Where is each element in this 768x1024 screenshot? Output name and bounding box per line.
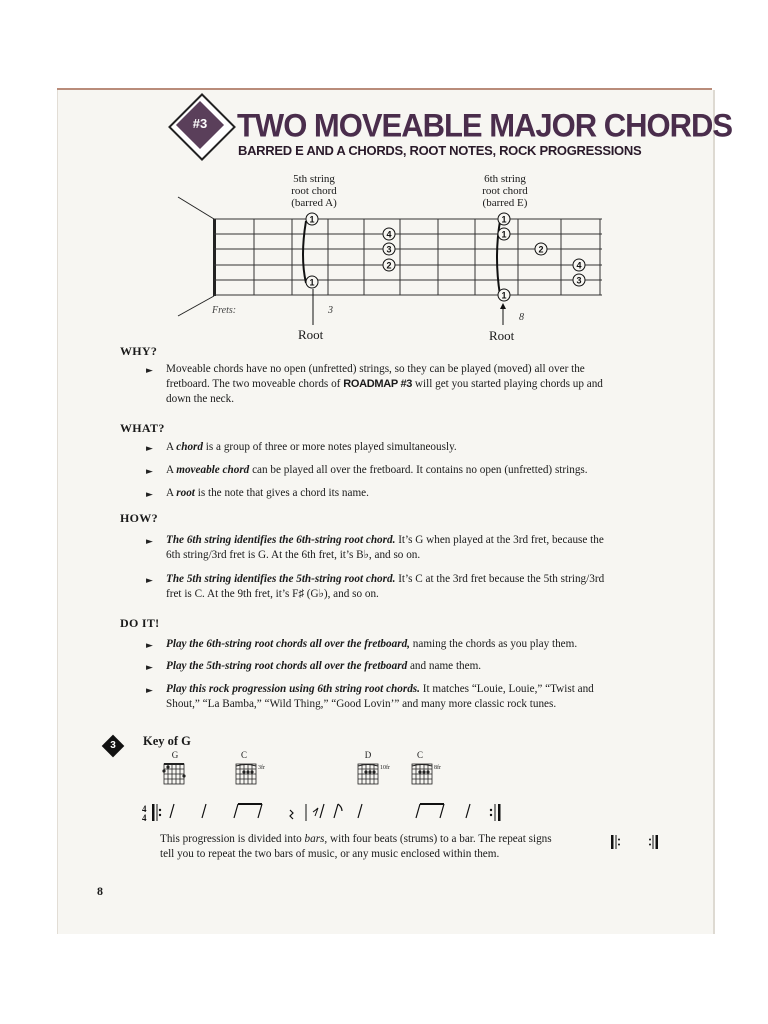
chord-name-d: D bbox=[364, 750, 372, 760]
finger-number: 3 bbox=[576, 275, 582, 286]
text: naming the chords as you play them. bbox=[409, 638, 578, 650]
doit-progression-paragraph bbox=[166, 682, 618, 712]
chord-name-g: G bbox=[171, 750, 179, 760]
doit-5th-paragraph bbox=[166, 659, 618, 674]
chord-fret-label: 8fr bbox=[434, 765, 441, 771]
why-paragraph bbox=[166, 362, 618, 407]
caption-line: 6th string bbox=[484, 173, 526, 185]
bullet-icon: ► bbox=[146, 467, 153, 477]
example-number: 3 bbox=[110, 740, 116, 751]
svg-text:4: 4 bbox=[142, 813, 147, 823]
root-label-right: Root bbox=[489, 328, 515, 343]
finger-number: 4 bbox=[386, 229, 392, 240]
roadmap-reference: ROADMAP #3 bbox=[343, 378, 413, 390]
finger-number: 1 bbox=[309, 277, 315, 288]
finger-dots bbox=[306, 213, 585, 301]
section-heading-do-it: DO IT! bbox=[120, 616, 160, 630]
text: Moveable chords have no open (unfretted) strings, so they can be played (moved) all over the fretboard. The two moveable chords of bbox=[166, 363, 585, 390]
bullet-icon: ► bbox=[146, 366, 153, 376]
finger-number: 2 bbox=[538, 244, 544, 255]
text: is the note that gives a chord its name. bbox=[194, 487, 369, 499]
bullet-icon: ► bbox=[146, 537, 153, 547]
section-heading-how: HOW? bbox=[120, 511, 158, 525]
finger-number: 1 bbox=[501, 229, 507, 240]
emphasis: The 6th string identifies the 6th-string root chord. bbox=[166, 534, 396, 546]
term: chord bbox=[176, 441, 203, 453]
bullet-icon: ► bbox=[146, 576, 153, 586]
term: root bbox=[176, 487, 195, 499]
finger-number: 1 bbox=[309, 214, 315, 225]
text: and name them. bbox=[407, 660, 482, 672]
emphasis: Play the 5th-string root chords all over the fretboard bbox=[166, 660, 408, 672]
text: with four beats (strums) to a bar. The repeat signs bbox=[327, 833, 552, 845]
bullet-icon: ► bbox=[146, 686, 153, 696]
text: It’s C at the 3rd fret because the 5th string/3rd fret is C. At the 9th fret, it’s F♯ (G♭), and so on. bbox=[166, 573, 605, 600]
term: moveable chord bbox=[176, 464, 250, 476]
text: It’s G when played at the 3rd fret, because the 6th string/3rd fret is G. At the 6th fret, it’s B♭, and so on. bbox=[166, 534, 604, 561]
emphasis: Play the 6th-string root chords all over the fretboard, bbox=[166, 638, 410, 650]
frets-label: Frets: bbox=[212, 305, 237, 316]
explanation-line bbox=[160, 832, 640, 847]
section-heading-why: WHY? bbox=[120, 344, 158, 358]
text: A bbox=[166, 487, 177, 499]
page-number: 8 bbox=[97, 884, 103, 898]
finger-number: 1 bbox=[501, 290, 507, 301]
fret-number-8: 8 bbox=[519, 312, 524, 323]
top-margin bbox=[0, 0, 768, 88]
repeat-sign-icons bbox=[610, 834, 660, 850]
fret-number-3: 3 bbox=[328, 305, 333, 316]
chord-fret-label: 10fr bbox=[380, 765, 390, 771]
finger-number: 1 bbox=[501, 214, 507, 225]
what-root-paragraph bbox=[166, 486, 618, 501]
caption-line: (barred A) bbox=[291, 197, 337, 209]
finger-number: 3 bbox=[386, 244, 392, 255]
caption-line: root chord bbox=[291, 185, 337, 197]
page-subtitle: BARRED E AND A CHORDS, ROOT NOTES, ROCK PROGRESSIONS bbox=[238, 143, 642, 158]
caption-line: root chord bbox=[482, 185, 528, 197]
bullet-icon: ► bbox=[146, 663, 153, 673]
what-chord-paragraph bbox=[166, 440, 618, 455]
text: A bbox=[166, 441, 177, 453]
finger-number: 4 bbox=[576, 260, 582, 271]
repeat-explanation bbox=[160, 832, 640, 862]
explanation-line: tell you to repeat the two bars of music, or any music enclosed within them. bbox=[160, 848, 500, 860]
how-6th-paragraph bbox=[166, 533, 618, 563]
doit-6th-paragraph bbox=[166, 637, 618, 652]
svg-text:4: 4 bbox=[142, 804, 147, 814]
what-moveable-paragraph bbox=[166, 463, 618, 478]
chord-fret-label: 3fr bbox=[258, 765, 265, 771]
key-title: Key of G bbox=[143, 734, 191, 748]
emphasis: Play this rock progression using 6th string root chords. bbox=[166, 683, 420, 695]
roadmap-number: #3 bbox=[192, 116, 208, 131]
rhythm-notation bbox=[140, 798, 520, 826]
emphasis: The 5th string identifies the 5th-string root chord. bbox=[166, 573, 396, 585]
text: is a group of three or more notes played simultaneously. bbox=[203, 441, 457, 453]
root-label-left: Root bbox=[298, 327, 324, 342]
text: A bbox=[166, 464, 177, 476]
term: bars, bbox=[304, 833, 328, 845]
text: It matches “Louie, Louie,” “Twist and Shout,” “La Bamba,” “Wild Thing,” “Good Lovin’” and many more classic rock tunes. bbox=[166, 683, 594, 710]
bullet-icon: ► bbox=[146, 641, 153, 651]
caption-line: (barred E) bbox=[482, 197, 528, 209]
chord-name-c: C bbox=[416, 750, 423, 760]
caption-line: 5th string bbox=[293, 173, 335, 185]
text: can be played all over the fretboard. It contains no open (unfretted) strings. bbox=[249, 464, 588, 476]
section-heading-what: WHAT? bbox=[120, 421, 165, 435]
fretboard-diagram bbox=[170, 185, 610, 325]
how-5th-paragraph bbox=[166, 572, 618, 602]
bullet-icon: ► bbox=[146, 490, 153, 500]
text: will get you started playing chords up and down the neck. bbox=[166, 378, 603, 405]
chord-name-c: C bbox=[240, 750, 247, 760]
text: This progression is divided into bbox=[160, 833, 305, 845]
bullet-icon: ► bbox=[146, 444, 153, 454]
chord-diagrams bbox=[160, 760, 450, 790]
page-title: TWO MOVEABLE MAJOR CHORDS bbox=[237, 107, 733, 144]
finger-number: 2 bbox=[386, 260, 392, 271]
